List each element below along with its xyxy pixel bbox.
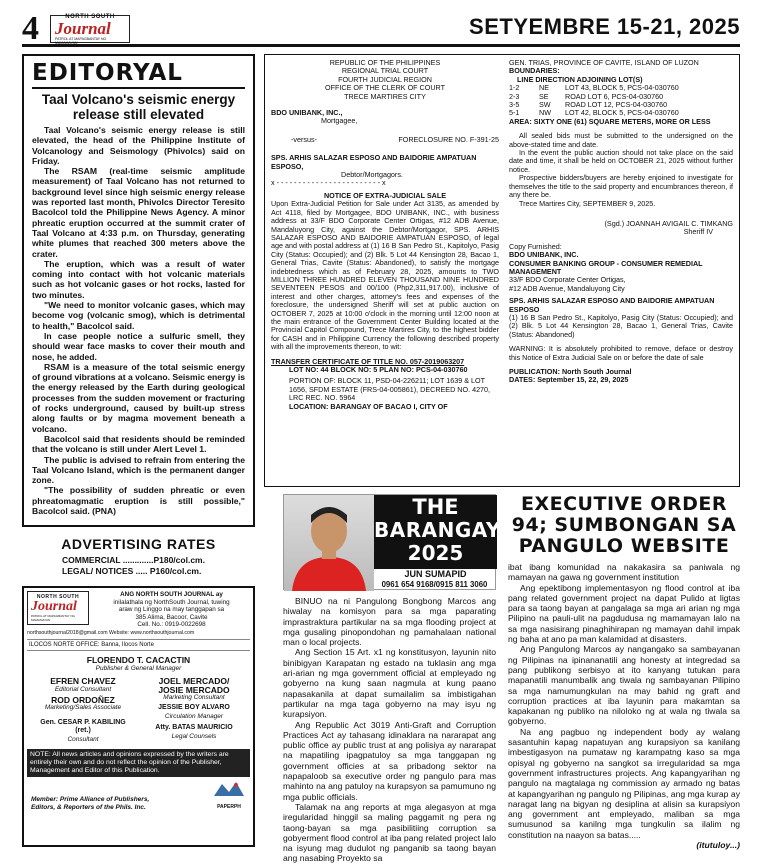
boundary-line: 1-2: [509, 83, 520, 93]
person-photo-icon: [284, 495, 374, 591]
boundary-lot: ROAD LOT 12, PCS-04-030760: [565, 100, 668, 110]
editorial-paragraph: In case people notice a sulfuric smell, they should wear face masks to cover their mouth and nose, he added.: [32, 330, 245, 362]
page-number: 4: [22, 10, 39, 47]
boundaries-title: BOUNDARIES:: [509, 66, 560, 76]
sheriff-title: Sheriff IV: [683, 227, 713, 237]
eo-paragraph: Na ang pagbuo ng independent body ay walang sasantuhin kapag napatuyan ang kurapsiyon sa kanilang imbestigasyon na pumataw ng karampatng kaso sa mga opisyal ng gobyerno na sangkot sa irregularidad sa mga government infrastructures projects. Ang kapangyarihan ng pangulo na magtalaga ng commission ay armado ng batas at kapangyarihan ng pangulo ng Pilipinas, ang mga kurap ay naragat lang na bigyan ng desiplina at alisin sa kurapsiyon ang government ant empleyado, maliban sa mga sumusunod sa kanilng mga tungkulin sa ilalim ng constitution na naayon sa batas.....: [508, 726, 740, 840]
staff-name: EFREN CHAVEZ: [50, 676, 116, 687]
staff-role: Marketing Consultant: [163, 694, 225, 701]
editorial-paragraph: Bacolcol said that residents should be reminded that the volcano is still under Alert Level 1.: [32, 433, 245, 455]
area-line: AREA: SIXTY ONE (61) SQUARE METERS, MORE OR LESS: [509, 116, 711, 126]
eo-paragraph: Ang Pangulong Marcos ay nangangako sa sambayanan ng Pilipinas na ipinananatili ang honesty at integredad sa pang publikong serbisyo at ito kanyang tutukan para mapanatili manumbalik ang tiwala ng sambayanan Pilipino sa mga namumungkulan na may bahid ng graft and corruption practices at iba layunin para makamtan sa kapakanan ng publiko na niloloko ng at wala ng tiwala sa gobyerno.: [508, 644, 740, 727]
masthead-box: [22, 586, 255, 847]
rates-title: ADVERTISING RATES: [61, 536, 216, 552]
case-number: FORECLOSURE NO. F-391-25: [398, 134, 499, 144]
publication: PUBLICATION: North South Journal: [509, 367, 632, 376]
columnist-photo: [284, 495, 374, 591]
eo-paragraph: ibat ibang komunidad na nakakasira sa paniwala ng mamayan na gawa ng government institution: [508, 562, 740, 583]
intro-line: araw ng Linggo na may tanggapan sa: [118, 606, 225, 614]
executive-order-body: [508, 562, 740, 850]
intro-line: Cell. No.: 0919-0022698: [137, 621, 206, 629]
editorial-paragraph: The RSAM (real-time seismic amplitude measurement) of Taal Volcano has not returned to background level since high seismic energy release was reported last month, Phivolcs Director Teresito Bacolcol told the Philippine News Agency. A minor phreatic eruption occurred at the summit crater of Taal Volcano at 4:33 p.m. on Thursday, generating white plumes that reached 300 meters above the crater.: [32, 166, 245, 259]
editorial-paragraph: The eruption, which was a result of water coming into contact with hot volcanic materials such as hot volcanic gases or hot rocks, lasted for two minutes.: [32, 258, 245, 300]
barangay-banner: [283, 494, 501, 590]
editorial-paragraph: "We need to monitor volcanic gases, which may become vog (volcanic smog), which is detrimental to health," Bacolcol said.: [32, 300, 245, 331]
court-line: TRECE MARTIRES CITY: [344, 91, 426, 101]
para-event: In the event the public auction should not take place on the said date and time, it shall be held on OCTOBER 21, 2025 without further notice.: [509, 148, 733, 174]
dash-line: x - - - - - - - - - - - - - - - - - - - - - - - - x: [271, 178, 386, 188]
paperph-label: PAPERPH: [217, 804, 241, 811]
logo-top: NORTH SOUTH: [65, 13, 115, 20]
masthead-logo: [50, 15, 130, 43]
staff-left: [33, 677, 133, 744]
court-line: REGIONAL TRIAL COURT: [341, 66, 429, 76]
header-rule: [22, 44, 740, 47]
notice-body: Upon Extra-Judicial Petition for Sale under Act 3135, as amended by Act 4118, filed by Mortgagee, BDO UNIBANK, INC., with business address at 33/F BDO Corporate Center Ortigas, #12 ADB Avenue, Mandaluyong City, against the Debtor/Mortgagor, SPS. ARHIS SALAZAR ESPOSO AND BAIDORIE AMPATUAN ESPOSO, of legal age and with postal address at (1) 16 B San Pedro St., Kapitolyo, Pasig City (Status: Occupied); and (2) Blk. 5 Lot 44 Kensington 28, Bacao 1, General Trias, Cavite (Status: Abandoned), to satisfy the mortgage indebtedness which as of February 28, 2025, amounts to TWO MILLION THREE HUNDRED ELEVEN THOUSAND NINE HUNDRED SEVENTEEN PESOS and 00/100 (Php2,311,917.00), inclusive of interest and other charges, attorney's fees and expenses of the foreclosure, the undersigned Sheriff will set at public auction on OCTOBER 7, 2025 at 10:00 o'clock in the morning until 12:00 noon at the main entrance of the Government Center Building located at the Provincial Capitol Compound, Trece Martires City, to the highest bidder for CASH and in Philippine Currency the following described property with all the improvements thereon, to wit:: [271, 199, 499, 352]
location-cont: GEN. TRIAS, PROVINCE OF CAVITE, ISLAND OF LUZON: [509, 58, 699, 67]
para-bids: All sealed bids must be submitted to the undersigned on the above-stated time and date.: [509, 131, 733, 149]
boundary-dir: NE: [539, 83, 549, 93]
staff-role: Legal Counsels: [171, 732, 217, 740]
editorial-body: [32, 125, 245, 516]
small-logo-sub: PATROL AT MAPAGBANTAY NG MAMAMAYAN: [31, 614, 75, 622]
versus-label: -versus-: [291, 134, 317, 144]
intro-line: inilalathala ng NorthSouth Journal, tuwing: [113, 598, 230, 606]
staff-right: [144, 677, 244, 744]
warning: WARNING: It is absolutely prohibited to remove, deface or destroy this Notice of Extra Judicial Sale on or before the date of sale: [509, 344, 733, 362]
lot-line: LOT NO: 44 BLOCK NO: 5 PLAN NO: PCS-04-030760: [289, 365, 468, 374]
eo-paragraph: Ang epektibong implementasyon ng flood control at iba pang related government project na dapat Pulido at ligtas para sa taong bayan at pangalaga sa mga ari arian ng mga Pilipino na pauli-ulit na pagdudusa ng mamamayan lalo na sa mga nasisirang pinaghihirapan ng mamayan dahil impak ng baha at ano pa man kalamidad at disasters.: [508, 582, 740, 645]
editorial-headline: Taal Volcano's seismic energy release still elevated: [41, 92, 236, 122]
court-line: OFFICE OF THE CLERK OF COURT: [325, 83, 445, 93]
copy-address: (1) 16 B San Pedro St., Kapitolyo, Pasig City (Status: Occupied); and (2) Blk. 5 Lot 44 Kensington 28, Bacao 1, General Trias, Cavite (Status: Abandoned): [509, 312, 733, 339]
intro-line: 385 Alima, Bacoor, Cavite: [135, 613, 208, 621]
debtors-role: Debtor/Mortgagors.: [341, 170, 403, 180]
small-logo-top: NORTH SOUTH: [36, 594, 80, 600]
copy-line: BDO UNIBANK, INC.: [509, 250, 579, 260]
property-details: [271, 366, 499, 411]
boundary-line: 3-5: [509, 100, 520, 110]
publisher-block: [27, 656, 250, 673]
columnist-phone: 0961 654 9168/0915 811 3060: [381, 580, 488, 589]
editorial-paragraph: RSAM is a measure of the total seismic energy of ground vibrations at a volcano. Seismic energy is the energy released by the Earth during geological processes from the sudden movement or fracturing of rocks underground, caused by built-up stress along faults or by magma movement beneath a volcano.: [32, 361, 245, 434]
notice-col-left: [271, 59, 499, 411]
staff-name: Atty. BATAS MAURICIO: [155, 724, 233, 732]
editorial-box: [22, 54, 255, 527]
north-office: ILOCOS NORTE OFFICE: Banna, Ilocos Norte: [27, 639, 250, 651]
boundary-dir: SE: [539, 91, 549, 101]
location-line: LOCATION: BARANGAY OF BACAO I, CITY OF: [289, 401, 448, 411]
logo-sub: PATROL AT MAPAGBANTAY NG MAMAMAYAN: [55, 36, 107, 45]
staff-name: JOEL MERCADO/: [158, 676, 230, 687]
mortgagee: BDO UNIBANK, INC.,: [271, 108, 343, 118]
editorial-paragraph: Taal Volcano's seismic energy release is still elevated, the head of the Philippine Institute of Volcanology and Seismology (Phivolcs) said on Friday.: [32, 125, 245, 166]
logo-word: Journal: [55, 18, 111, 38]
small-logo-word: Journal: [31, 599, 77, 614]
masthead-intro: [93, 591, 250, 629]
boundary-lot: ROAD LOT 6, PCS-04-030760: [565, 91, 664, 101]
column-paragraph: Talamak na ang reports at mga alegasyon at mga iregularidad hinggil sa maling paggamit ng pera ng taong-bayan sa mga pasibilitiing corruption sa gobyerment flood control at iba pang related project lalo na isyung mag dudulot ng panganib sa taong bayan ang nasabing Proyekto sa: [283, 801, 496, 864]
staff-name: JESSIE BOY ALVARO: [158, 704, 230, 712]
columnist-name: JUN SUMAPID: [404, 569, 467, 579]
boundary-line: 5-1: [509, 108, 520, 118]
court-line: REPUBLIC OF THE PHILIPPINES: [329, 58, 441, 67]
notice-col-right: [509, 59, 733, 385]
boundary-dir: NW: [539, 108, 551, 118]
rates-legal: LEGAL/ NOTICES ..... P160/col.cm.: [62, 566, 202, 576]
rates-commercial: COMMERCIAL .............P180/col.cm.: [62, 555, 205, 565]
column-paragraph: BINUO na ni Pangulong Bongbong Marcos ang hiwalay na komisyon para sa mga paparating imprastraktura partikular na sa mga flooding project at mga gusaling pinopondohan ng pamahalaan national man o local projects.: [283, 596, 496, 648]
staff-role: Consultant: [67, 735, 99, 743]
staff-role: Marketing/Sales Associate: [44, 704, 122, 712]
editorial-paragraph: "The possibility of sudden phreatic or even phreatomagmatic eruption is still possible," Bacolcol said. (PNA): [32, 485, 245, 516]
tct-number: TRANSFER CERTIFICATE OF TITLE NO. 057-2019063207: [271, 356, 465, 366]
publication-dates: DATES: September 15, 22, 29, 2025: [509, 375, 629, 385]
notice-title: NOTICE OF EXTRA-JUDICIAL SALE: [323, 190, 447, 200]
publisher-name: FLORENDO T. CACACTIN: [86, 655, 191, 666]
staff-role: Circulation Manager: [164, 712, 224, 720]
staff-role: Editorial Consultant: [54, 685, 112, 693]
barangay-word: BARANGAY: [374, 518, 501, 542]
boundaries-head: LINE DIRECTION ADJOINING LOT(S): [517, 74, 643, 84]
portion-line: PORTION OF: BLOCK 11, PSD-04-226211; LOT 1639 & LOT 1656, SFDM ESTATE (FRS-04-005861), DECREED NO. 4270, LRC REC. NO. 5964: [289, 376, 491, 403]
legal-notice-box: [264, 54, 740, 487]
masthead-contact: northsouthjournal2018@gmail.com Website: www.northsouthjournal.com: [27, 629, 195, 636]
paperph-icon: [212, 780, 246, 798]
intro-line: ANG NORTH SOUTH JOURNAL ay: [120, 591, 223, 598]
copy-debtors: SPS. ARHIS SALAZAR ESPOSO AND BAIDORIE AMPATUAN ESPOSO: [509, 296, 715, 314]
place-date: Trece Martires City, SEPTEMBER 9, 2025.: [519, 198, 656, 208]
advertising-rates: [22, 532, 255, 582]
issue-date: SETYEMBRE 15-21, 2025: [469, 14, 740, 39]
boundary-dir: SW: [539, 100, 551, 110]
barangay-year: 2025: [407, 541, 464, 565]
copy-line: 33/F BDO Corporate Center Ortigas,: [509, 275, 626, 285]
member-text: Member: Prime Alliance of Publishers, Editors, & Reporters of the Phils. Inc.: [31, 796, 150, 811]
debtors: SPS. ARHIS SALAZAR ESPOSO AND BAIDORIE AMPATUAN ESPOSO,: [271, 153, 477, 171]
editorial-label: EDITORYAL: [32, 60, 245, 89]
mortgagee-role: Mortgagee,: [321, 116, 358, 126]
copy-furnished: Copy Furnished:: [509, 241, 562, 251]
copy-line: CONSUMER BANKING GROUP - CONSUMER REMEDIAL MANAGEMENT: [509, 258, 703, 276]
court-line: FOURTH JUDICIAL REGION: [338, 74, 432, 84]
staff-name: JOSIE MERCADO: [158, 684, 230, 695]
editorial-paragraph: The public is advised to refrain from entering the Taal Volcano Island, which is the permanent danger zone.: [32, 454, 245, 486]
copy-line: #12 ADB Avenue, Mandaluyong City: [509, 283, 625, 293]
disclaimer-note: NOTE: All news articles and opinions expressed by the writers are entirely their own and do not reflect the opinion of the Publisher, Management and Editor of this Publication.: [27, 749, 250, 777]
boundary-lot: LOT 43, BLOCK 5, PCS-04-030760: [565, 83, 679, 93]
boundary-line: 2-3: [509, 91, 520, 101]
barangay-the: THE: [412, 495, 459, 519]
masthead-small-logo: [27, 591, 89, 625]
column-paragraph: Ang Section 15 Art. x1 ng konstitusyon, layunin nito binibigyan Karapatan ng estado na tuklasin ang mga ari-arian ng mga government official at empleyado ng gobyerno na kung saan nagmula at kung paano napasakanila at dapat sumailalim sa imbistigahan partikular na mga taga gobyerno na may isyu ng kurapsiyon.: [283, 647, 496, 720]
publisher-role: Publisher & General Manager: [95, 664, 182, 672]
paperph-logo: [212, 780, 246, 811]
executive-order-title: EXECUTIVE ORDER 94; SUMBONGAN SA PANGULO WEBSITE: [511, 493, 737, 557]
para-investigate: Prospective bidders/buyers are hereby enjoined to investigate for themselves the title to the said property and encumbrances thereon, if any there be.: [509, 173, 733, 200]
boundary-lot: LOT 42, BLOCK 5, PCS-04-030760: [565, 108, 679, 118]
column-paragraph: Ang Republic Act 3019 Anti-Graft and Corruption Practices Act ay tahasang idinaklara na nararapat ang public office ay public trust at ang polisiya ay nararapat na mapatiling ipagpatuloy sa mga tanggapan ng government officies at sa pribadong sektor na napapaloob sa executive order ng pangulo para mas mahinto na ang patuloy na kurapsyon sa pamumuno ng mga public officials.: [283, 719, 496, 802]
staff-name: Gen. CESAR P. KABILING (ret.): [40, 718, 126, 735]
sheriff-signature: (Sgd.) JOANNAH AVIGAIL C. TIMKANG: [604, 218, 733, 228]
staff-name: ROD ORDOÑEZ: [51, 695, 115, 705]
column-middle: [283, 596, 496, 864]
court-header: [271, 59, 499, 101]
eo-continued: (itutuloy...): [696, 840, 740, 851]
barangay-title-block: [374, 495, 501, 569]
